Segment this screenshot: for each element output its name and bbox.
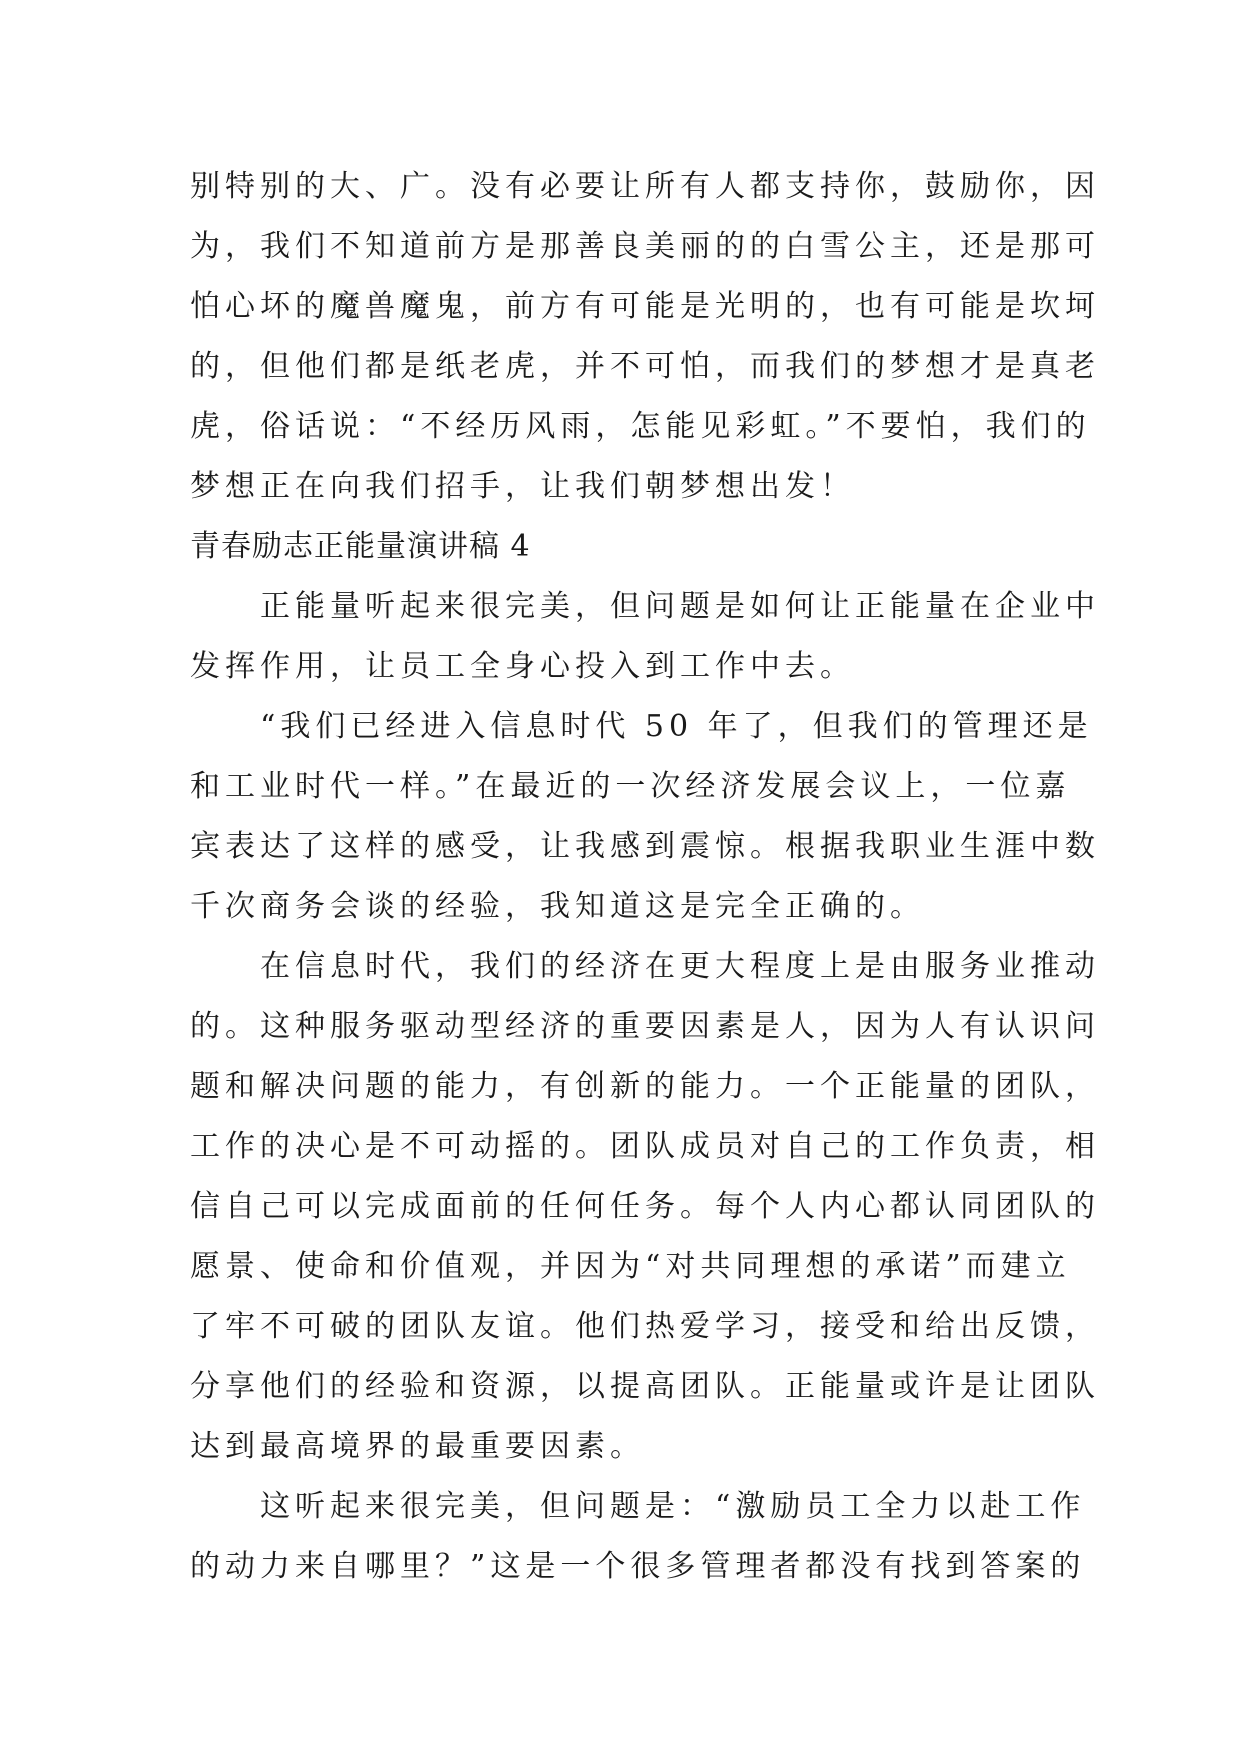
text-line: 虎，俗话说：“不经历风雨，怎能见彩虹。”不要怕，我们的	[190, 409, 1091, 444]
text-line: 的，但他们都是纸老虎，并不可怕，而我们的梦想才是真老	[190, 349, 1100, 384]
text-line: 题和解决问题的能力，有创新的能力。一个正能量的团队，	[190, 1069, 1100, 1104]
text-line: 信自己可以完成面前的任何任务。每个人内心都认同团队的	[190, 1189, 1100, 1224]
text-line: 正能量听起来很完美，但问题是如何让正能量在企业中	[190, 589, 1100, 624]
text-line: 千次商务会谈的经验，我知道这是完全正确的。	[190, 889, 925, 924]
text-line: “我们已经进入信息时代 50 年了，但我们的管理还是	[190, 709, 1093, 744]
text-line: 怕心坏的魔兽魔鬼，前方有可能是光明的，也有可能是坎坷	[190, 289, 1100, 324]
text-line: 梦想正在向我们招手，让我们朝梦想出发！	[190, 469, 855, 504]
section-title: 青春励志正能量演讲稿 4	[190, 529, 531, 564]
text-line: 这听起来很完美，但问题是：“激励员工全力以赴工作	[190, 1489, 1086, 1524]
text-line: 在信息时代，我们的经济在更大程度上是由服务业推动	[190, 949, 1100, 984]
text-line: 的。这种服务驱动型经济的重要因素是人，因为人有认识问	[190, 1009, 1100, 1044]
text-line: 达到最高境界的最重要因素。	[190, 1429, 645, 1464]
text-line: 和工业时代一样。”在最近的一次经济发展会议上，一位嘉	[190, 769, 1071, 804]
text-line: 发挥作用，让员工全身心投入到工作中去。	[190, 649, 855, 684]
text-line: 愿景、使命和价值观，并因为“对共同理想的承诺”而建立	[190, 1249, 1071, 1284]
document-body	[190, 157, 1100, 1597]
text-line: 的动力来自哪里？”这是一个很多管理者都没有找到答案的	[190, 1549, 1086, 1584]
text-line: 为，我们不知道前方是那善良美丽的的白雪公主，还是那可	[190, 229, 1100, 264]
text-line: 了牢不可破的团队友谊。他们热爱学习，接受和给出反馈，	[190, 1309, 1100, 1344]
text-line: 分享他们的经验和资源，以提高团队。正能量或许是让团队	[190, 1369, 1100, 1404]
text-line: 宾表达了这样的感受，让我感到震惊。根据我职业生涯中数	[190, 829, 1100, 864]
text-line: 工作的决心是不可动摇的。团队成员对自己的工作负责，相	[190, 1129, 1100, 1164]
text-line: 别特别的大、广。没有必要让所有人都支持你，鼓励你，因	[190, 169, 1100, 204]
